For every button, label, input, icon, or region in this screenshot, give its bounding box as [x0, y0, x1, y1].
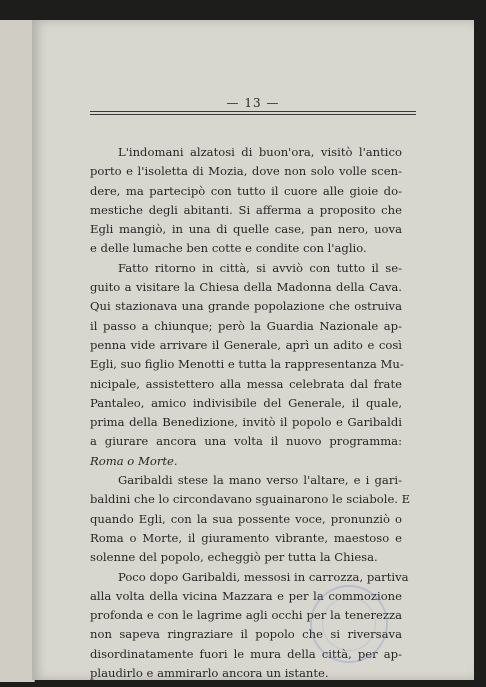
text-line: dere, ma partecipò con tutto il cuore alle gioie do-: [90, 183, 402, 198]
text-line: nicipale, assistettero alla messa celebrata dal frate: [90, 376, 402, 391]
text-line: [90, 452, 402, 471]
text-line: porto e l'isoletta di Mozia, dove non solo volle scen-: [90, 164, 402, 179]
text-line: a giurare ancora una volta il nuovo programma:: [90, 434, 402, 449]
text-line: prima della Benedizione, invitò il popolo e Garibaldi: [90, 415, 402, 430]
text-line: Egli mangiò, in una di quelle case, pan nero, uova: [90, 222, 402, 237]
text-line: alla volta della vicina Mazzara e per la commozione: [90, 588, 402, 603]
text-line: non sapeva ringraziare il popolo che si riversava: [90, 627, 402, 642]
text-line: disordinatamente fuori le mura della città, per ap-: [90, 646, 402, 661]
text-line: L'indomani alzatosi di buon'ora, visitò l'antico: [118, 145, 402, 159]
page-number: — 13 —: [226, 96, 280, 110]
text-line: Garibaldi stese la mano verso l'altare, e i gari-: [118, 473, 402, 488]
italic-motto: Roma o Morte.: [90, 453, 178, 468]
text-line: Roma o Morte, il giuramento vibrante, maestoso e: [90, 530, 402, 545]
text-line: Fatto ritorno in città, si avviò con tutto il se-: [118, 260, 402, 275]
library-stamp: [310, 585, 388, 663]
header-rule-bottom: [90, 114, 416, 115]
text-line: Poco dopo Garibaldi, messosi in carrozza, partiva: [118, 569, 409, 584]
text-line: Pantaleo, amico indivisibile del Generale, il quale,: [90, 395, 402, 410]
text-line: solenne del popolo, echeggiò per tutta la Chiesa.: [90, 550, 378, 565]
facing-page-edge: [0, 20, 35, 682]
text-line: mestiche degli abitanti. Si afferma a proposito che: [90, 202, 402, 217]
text-line: profonda e con le lagrime agli occhi per la tenerezza: [90, 608, 402, 623]
text-line: il passo a chiunque; però la Guardia Nazionale ap-: [90, 318, 402, 333]
text-line: e delle lumache ben cotte e condite con l'aglio.: [90, 241, 367, 256]
text-line: Qui stazionava una grande popolazione che ostruiva: [90, 299, 402, 314]
text-line: Egli, suo figlio Menotti e tutta la rappresentanza Mu-: [90, 357, 404, 372]
text-line: baldini che lo circondavano sguainarono le sciabole. E: [90, 492, 411, 507]
book-page: [32, 20, 474, 680]
text-line: quando Egli, con la sua possente voce, pronunziò o: [90, 511, 402, 526]
text-line: plaudirlo e ammirarlo ancora un istante.: [90, 666, 329, 681]
text-line: guito a visitare la Chiesa della Madonna della Cava.: [90, 280, 402, 295]
header-rule-top: [90, 111, 416, 112]
text-line: penna vide arrivare il Generale, aprì un adito e così: [90, 337, 402, 352]
